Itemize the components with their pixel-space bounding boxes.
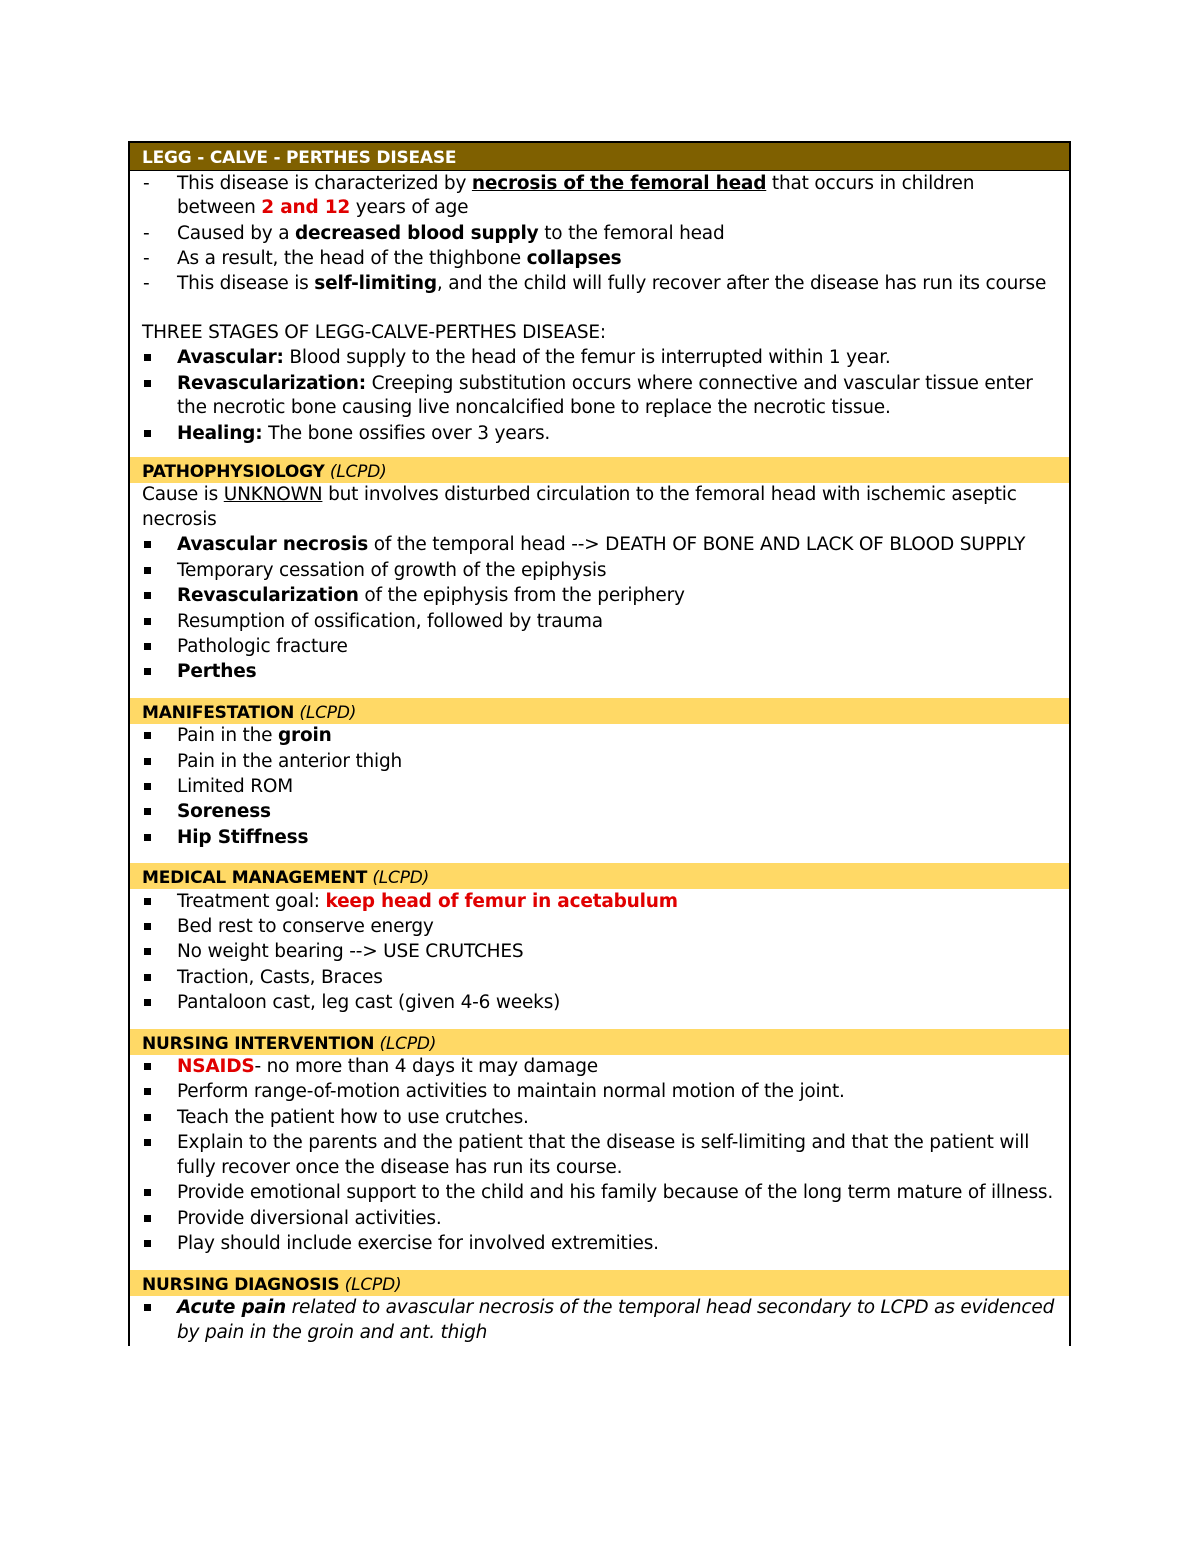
list-item: Revascularization: Creeping substitution occurs where connective and vascular tissue enter the necrotic bone causing live noncalcified bone to replace the necrotic tissue.	[177, 372, 1033, 419]
list-item: Caused by a decreased blood supply to the femoral head	[177, 222, 725, 244]
list-item: Bed rest to conserve energy	[177, 916, 434, 938]
section-title: LEGG - CALVE - PERTHES DISEASE	[142, 148, 457, 168]
list-item: Soreness	[177, 801, 271, 823]
list-item: Avascular necrosis of the temporal head --> DEATH OF BONE AND LACK OF BLOOD SUPPLY	[177, 534, 1026, 556]
section-body-medical-management	[130, 890, 1069, 1029]
list-item: Temporary cessation of growth of the epiphysis	[177, 559, 607, 581]
list-item: No weight bearing --> USE CRUTCHES	[177, 941, 524, 963]
list-item: Treatment goal: keep head of femur in acetabulum	[177, 890, 678, 912]
list-item: Explain to the parents and the patient that the disease is self-limiting and that the patient will fully recover once the disease has run its course.	[177, 1132, 1030, 1179]
list-item: Teach the patient how to use crutches.	[177, 1106, 529, 1128]
section-header-nursing-diagnosis: NURSING DIAGNOSIS (LCPD)	[130, 1270, 1069, 1296]
list-item: Perform range-of-motion activities to maintain normal motion of the joint.	[177, 1081, 845, 1103]
list-item: Pantaloon cast, leg cast (given 4-6 weeks)	[177, 992, 561, 1014]
stages-title: THREE STAGES OF LEGG-CALVE-PERTHES DISEASE:	[142, 321, 606, 343]
section-body-nursing-intervention	[130, 1055, 1069, 1270]
list-item: Limited ROM	[177, 775, 294, 797]
list-item: As a result, the head of the thighbone collapses	[177, 247, 622, 269]
list-item: Avascular: Blood supply to the head of the femur is interrupted within 1 year.	[177, 347, 891, 369]
list-item: Provide emotional support to the child and his family because of the long term mature of illness.	[177, 1182, 1054, 1204]
list-item: Resumption of ossification, followed by trauma	[177, 610, 603, 632]
pathophysiology-intro: Cause is UNKNOWN but involves disturbed circulation to the femoral head with ischemic aseptic necrosis	[142, 484, 1017, 531]
list-item: Pain in the anterior thigh	[177, 750, 403, 772]
list-item: Traction, Casts, Braces	[177, 966, 383, 988]
list-item: Play should include exercise for involved extremities.	[177, 1233, 659, 1255]
list-item: This disease is characterized by necrosis of the femoral head that occurs in children between 2 and 12 years of age	[177, 172, 975, 219]
section-header-medical-management: MEDICAL MANAGEMENT (LCPD)	[130, 863, 1069, 889]
list-item: Provide diversional activities.	[177, 1207, 442, 1229]
section-header-pathophysiology: PATHOPHYSIOLOGY (LCPD)	[130, 457, 1069, 483]
section-header-manifestation: MANIFESTATION (LCPD)	[130, 698, 1069, 724]
list-item: Hip Stiffness	[177, 826, 309, 848]
list-item: Perthes	[177, 661, 257, 683]
section-header-nursing-intervention: NURSING INTERVENTION (LCPD)	[130, 1029, 1069, 1055]
section-body-manifestation	[130, 724, 1069, 863]
list-item: Pathologic fracture	[177, 635, 348, 657]
document-table	[128, 141, 1071, 1346]
section-body-pathophysiology	[130, 483, 1069, 697]
section-body-nursing-diagnosis	[130, 1296, 1069, 1346]
list-item: NSAIDS- no more than 4 days it may damage	[177, 1056, 598, 1078]
list-item: Revascularization of the epiphysis from the periphery	[177, 585, 685, 607]
list-item: Acute pain related to avascular necrosis of the temporal head secondary to LCPD as evidenced by pain in the groin and ant. thigh	[177, 1297, 1055, 1343]
list-item: Healing: The bone ossifies over 3 years.	[177, 422, 551, 444]
section-header-lcpd	[130, 143, 1069, 171]
section-body-lcpd	[130, 172, 1069, 458]
list-item: This disease is self-limiting, and the child will fully recover after the disease has run its course	[177, 273, 1047, 295]
list-item: Pain in the groin	[177, 725, 332, 747]
